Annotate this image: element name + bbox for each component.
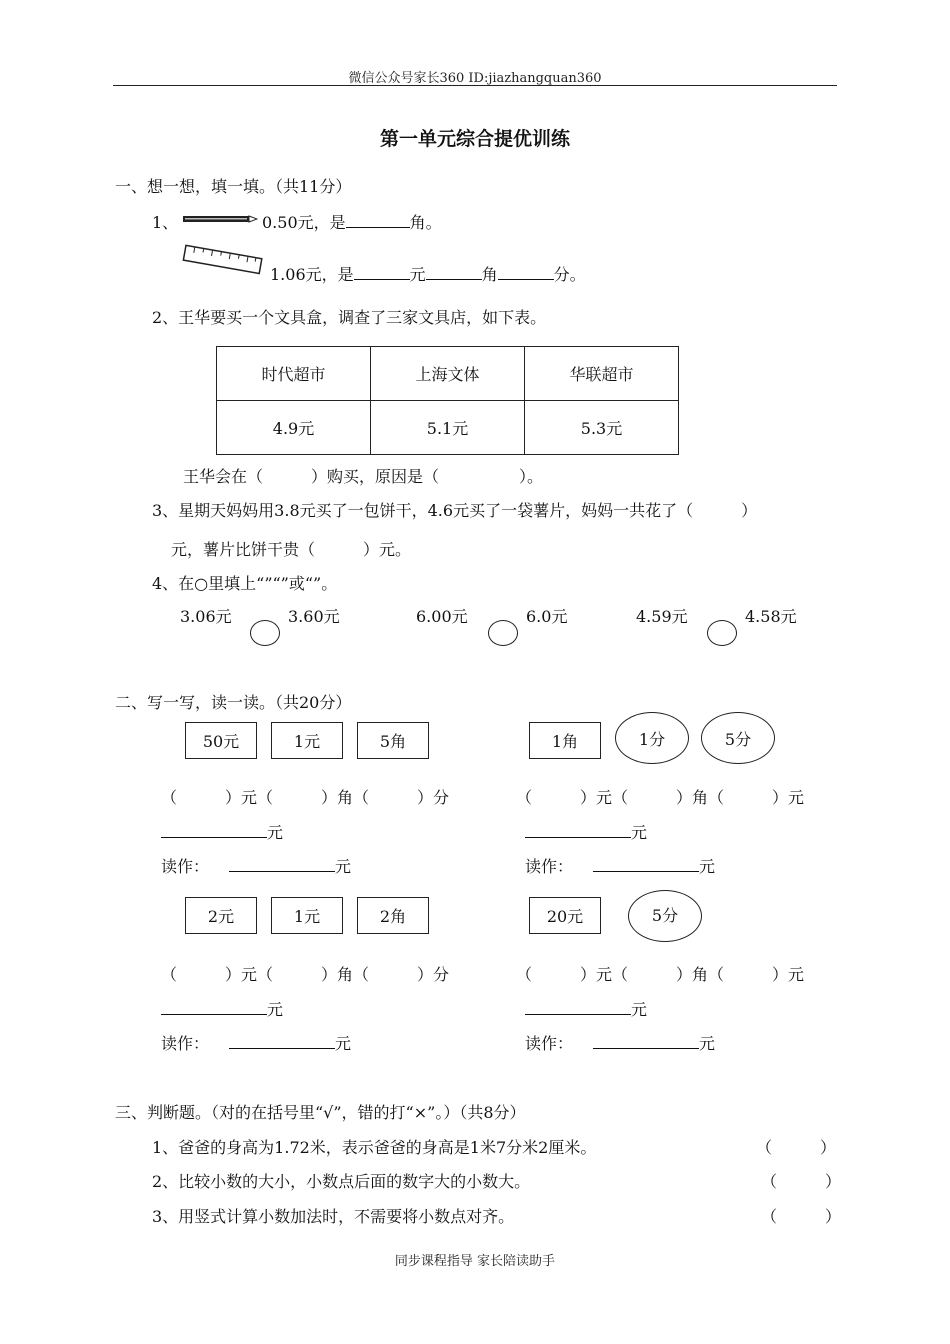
money-note: 1角	[529, 722, 601, 759]
q1-line2	[270, 262, 586, 285]
read-label: 读作：	[525, 857, 574, 876]
fill-line-1: （ ）元（ ）角（ ）分	[161, 788, 450, 807]
judge-paren-1[interactable]: （ ）	[756, 1138, 837, 1157]
q4-left-3: 4.59元	[636, 607, 688, 626]
q1-line1-end: 角。	[409, 213, 442, 232]
q4-right-2: 6.0元	[526, 607, 568, 626]
q1-fen-label: 分。	[553, 265, 586, 284]
page-footer: 同步课程指导 家长陪读助手	[394, 1254, 556, 1269]
yuan-unit: 元	[335, 857, 352, 876]
q2-text: 2、王华要买一个文具盒，调查了三家文具店，如下表。	[152, 308, 547, 327]
shop-name: 上海文体	[371, 347, 525, 401]
q4-right-3: 4.58元	[745, 607, 797, 626]
compare-circle[interactable]	[488, 620, 518, 646]
pencil-icon	[182, 213, 258, 225]
read-label: 读作：	[525, 1034, 574, 1053]
page-title: 第一单元综合提优训练	[379, 128, 570, 150]
q1-yuan-blank[interactable]	[354, 263, 410, 280]
yuan-unit: 元	[267, 1000, 284, 1019]
coin-label: 1分	[638, 730, 666, 749]
yuan-unit: 元	[631, 823, 648, 842]
compare-circle[interactable]	[250, 620, 280, 646]
q4-left-1: 3.06元	[180, 607, 232, 626]
fill-line-2: （ ）元（ ）角（ ）元	[516, 788, 805, 807]
section1-heading: 一、想一想，填一填。（共11分）	[115, 177, 352, 196]
q3-line1: 3、星期天妈妈用3.8元买了一包饼干，4.6元买了一袋薯片，妈妈一共花了（ ）	[152, 501, 758, 520]
money-coin	[628, 890, 702, 942]
shop-price: 5.3元	[525, 401, 679, 455]
yuan-unit: 元	[631, 1000, 648, 1019]
coin-label: 5分	[651, 906, 679, 925]
money-coin	[615, 712, 689, 764]
read-blank[interactable]	[593, 855, 699, 872]
money-note: 1元	[271, 722, 343, 759]
read-line-4	[525, 1031, 715, 1054]
coin-label: 5分	[724, 730, 752, 749]
read-blank[interactable]	[229, 1032, 335, 1049]
money-coin	[701, 712, 775, 764]
judge-item-2: 2、比较小数的大小，小数点后面的数字大的小数大。	[152, 1172, 531, 1191]
q4-left-2: 6.00元	[416, 607, 468, 626]
judge-paren-3[interactable]: （ ）	[761, 1207, 842, 1226]
answer-yuan-2	[525, 820, 647, 843]
read-blank[interactable]	[229, 855, 335, 872]
read-label: 读作：	[161, 857, 210, 876]
q1-fen-blank[interactable]	[498, 263, 554, 280]
q4-right-1: 3.60元	[288, 607, 340, 626]
q1-number: 1、	[152, 213, 179, 232]
header-rule	[113, 85, 837, 86]
fill-line-3: （ ）元（ ）角（ ）分	[161, 965, 450, 984]
money-note: 5角	[357, 722, 429, 759]
q1-jiao2-blank[interactable]	[426, 263, 482, 280]
yuan-unit: 元	[267, 823, 284, 842]
q1-line1-text: 0.50元，是	[262, 213, 346, 232]
shop-price: 5.1元	[371, 401, 525, 455]
answer-yuan-3	[161, 997, 283, 1020]
yuan-unit: 元	[335, 1034, 352, 1053]
judge-item-3: 3、用竖式计算小数加法时，不需要将小数点对齐。	[152, 1207, 515, 1226]
q3-line2: 元，薯片比饼干贵（ ）元。	[171, 540, 412, 559]
answer-yuan-1	[161, 820, 283, 843]
answer-blank[interactable]	[161, 821, 267, 838]
section3-heading: 三、判断题。（对的在括号里“√”，错的打“×”。）（共8分）	[115, 1103, 526, 1122]
q1-yuan-label: 元	[409, 265, 426, 284]
shop-price-table	[216, 346, 679, 455]
read-blank[interactable]	[593, 1032, 699, 1049]
yuan-unit: 元	[699, 1034, 716, 1053]
judge-paren-2[interactable]: （ ）	[761, 1172, 842, 1191]
yuan-unit: 元	[699, 857, 716, 876]
fill-line-4: （ ）元（ ）角（ ）元	[516, 965, 805, 984]
compare-circle[interactable]	[707, 620, 737, 646]
answer-blank[interactable]	[525, 821, 631, 838]
q1-jiao-label: 角	[481, 265, 498, 284]
q1-line2-text: 1.06元，是	[270, 265, 354, 284]
read-line-3	[161, 1031, 351, 1054]
q1-line1	[262, 210, 442, 233]
shop-price: 4.9元	[217, 401, 371, 455]
answer-yuan-4	[525, 997, 647, 1020]
money-note: 2角	[357, 897, 429, 934]
read-line-2	[525, 854, 715, 877]
read-line-1	[161, 854, 351, 877]
read-label: 读作：	[161, 1034, 210, 1053]
money-note: 2元	[185, 897, 257, 934]
ruler-icon	[181, 242, 265, 278]
section2-heading: 二、写一写，读一读。（共20分）	[115, 693, 352, 712]
money-note: 50元	[185, 722, 257, 759]
judge-item-1: 1、爸爸的身高为1.72米，表示爸爸的身高是1米7分米2厘米。	[152, 1138, 597, 1157]
money-note: 20元	[529, 897, 601, 934]
shop-name: 华联超市	[525, 347, 679, 401]
answer-blank[interactable]	[161, 998, 267, 1015]
q4-text: 4、在○里填上“”“”或“”。	[152, 574, 338, 593]
q1-jiao-blank[interactable]	[346, 211, 410, 228]
q2-answer-line: 王华会在（ ）购买，原因是（ ）。	[183, 467, 544, 486]
money-note: 1元	[271, 897, 343, 934]
shop-name: 时代超市	[217, 347, 371, 401]
answer-blank[interactable]	[525, 998, 631, 1015]
page-header: 微信公众号家长360 ID:jiazhangquan360	[348, 71, 602, 86]
